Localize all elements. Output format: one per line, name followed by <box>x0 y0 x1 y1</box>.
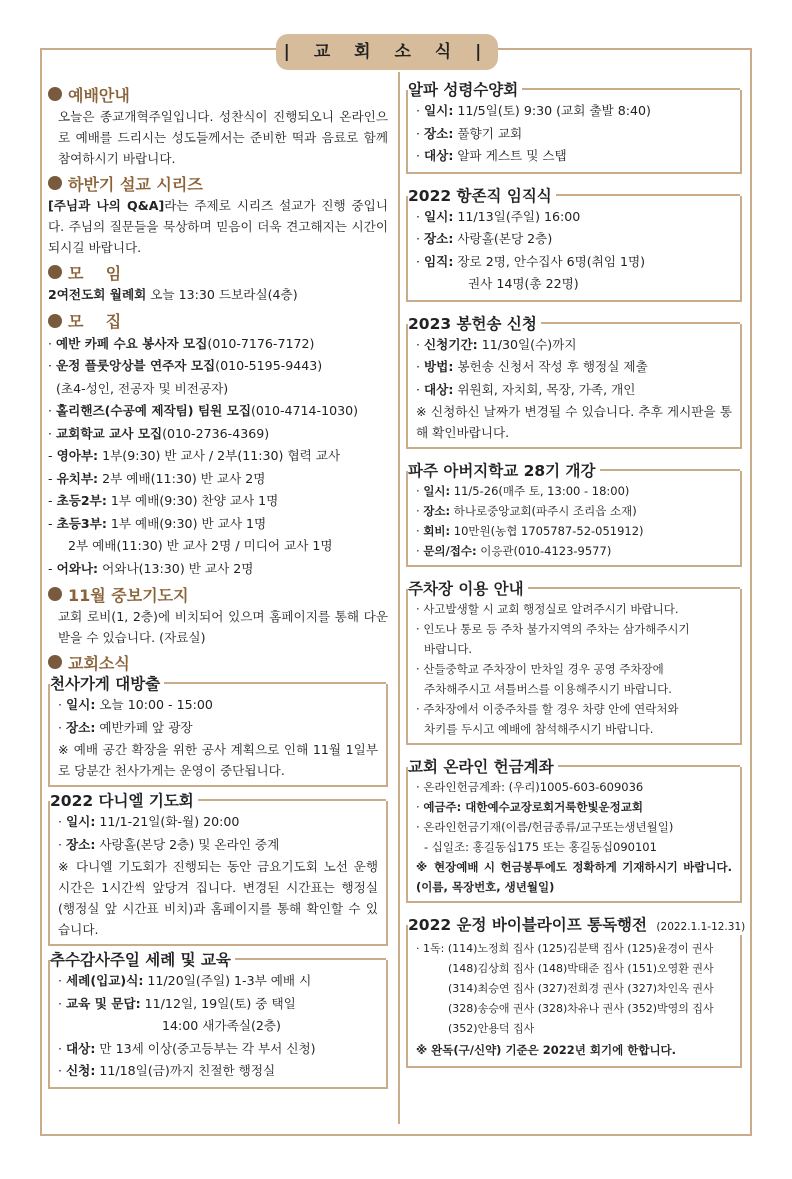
right-column <box>406 78 746 1076</box>
online-offering-title: 교회 온라인 헌금계좌 <box>408 755 558 777</box>
box-header <box>50 789 386 811</box>
list-item: · 일시: 11/5일(토) 9:30 (교회 출발 8:40) <box>416 103 651 118</box>
row-value: 하나로중앙교회(파주시 조리읍 소재) <box>450 504 637 518</box>
list-item <box>416 639 732 659</box>
list-item: · 1독: (114)노정희 집사 (125)김분택 집사 (125)윤경이 권사 <box>416 942 714 955</box>
bible-line: (148)김상희 집사 (148)박태준 집사 (151)오영환 권사 <box>448 962 714 975</box>
row-value: 풀향기 교회 <box>453 125 523 141</box>
dept-name: 초등3부: <box>56 515 107 531</box>
list-item: - 초등2부: 1부 예배(9:30) 찬양 교사 1명 <box>48 493 279 508</box>
alpha-box <box>406 81 742 174</box>
recruit-item-contact: (010-7176-7172) <box>207 335 315 351</box>
meeting-name: 2여전도회 월례회 <box>48 287 147 302</box>
online-offering-box <box>406 758 742 903</box>
row-value: 예반카페 앞 광장 <box>95 719 193 735</box>
row-label: 장소: <box>66 836 96 852</box>
bullet-dot-icon <box>48 314 62 328</box>
list-item <box>416 959 732 979</box>
box-header <box>50 672 386 694</box>
list-item <box>58 1015 378 1038</box>
daniel-prayer-note: ※ 다니엘 기도회가 진행되는 동안 금요기도회 노선 운행 시간은 1시간씩 앞당겨 집니다. 변경된 시간표는 행정실(행정실 앞 시간표 비치)과 홈페이지를 통해 확인할 수 있습니다. <box>58 859 378 937</box>
parking-title: 주차장 이용 안내 <box>408 577 528 599</box>
worship-heading <box>48 82 388 106</box>
row-label: 예금주: 대한예수교장로회거룩한빛운정교회 <box>423 800 643 814</box>
list-item: · 세례(입교)식: 11/20일(주일) 1-3부 예배 시 <box>58 973 312 988</box>
row-value: 11/30일(수)까지 <box>477 336 577 352</box>
list-item <box>48 378 388 401</box>
bullet-dot-icon <box>48 265 62 279</box>
box-header <box>408 184 740 206</box>
bible-period: (2022.1.1-12.31) <box>656 921 746 933</box>
meeting-heading <box>48 260 388 284</box>
row-value: 11/5일(토) 9:30 (교회 출발 8:40) <box>453 103 651 118</box>
list-item: · 회비: 10만원(농협 1705787-52-051912) <box>416 524 644 538</box>
list-item: · 교회학교 교사 모집(010-2736-4369) <box>48 425 270 441</box>
meeting-text <box>48 284 388 307</box>
parking-line: 산들중학교 주차장이 만차일 경우 공영 주차장에 <box>423 662 664 676</box>
bible-line: 1독: (114)노정희 집사 (125)김분택 집사 (125)윤경이 권사 <box>423 942 714 955</box>
bullet-dot-icon <box>48 655 62 669</box>
dept-detail: 1부(9:30) 반 교사 / 2부(11:30) 협력 교사 <box>98 448 341 463</box>
row-value: 위원회, 자치회, 목장, 가족, 개인 <box>453 381 636 397</box>
meeting-detail: 오늘 13:30 드보라실(4층) <box>146 287 298 302</box>
list-item: · 대상: 위원회, 자치회, 목장, 가족, 개인 <box>416 381 636 397</box>
list-item <box>416 999 732 1019</box>
row-value: 11/18일(금)까지 친절한 행정실 <box>95 1063 276 1078</box>
recruit-item-title: 예반 카페 수요 봉사자 모집 <box>56 335 208 351</box>
row-label: 장소: <box>423 504 451 518</box>
father-school-title: 파주 아버지학교 28기 개강 <box>408 459 600 481</box>
bulletin-heading <box>48 582 388 606</box>
box-header <box>408 577 740 599</box>
angel-shop-box <box>48 675 388 787</box>
dept-detail: 어와나(13:30) 반 교사 2명 <box>98 560 254 576</box>
parking-line: 차키를 두시고 예배에 참석해주시기 바랍니다. <box>424 722 654 736</box>
parking-line: 인도나 통로 등 주차 불가지역의 주차는 삼가해주시기 <box>423 622 690 636</box>
bullet-dot-icon <box>48 587 62 601</box>
row-value: 10만원(농협 1705787-52-051912) <box>450 524 644 538</box>
bullet-dot-icon <box>48 176 62 190</box>
dept-detail: 2부 예배(11:30) 반 교사 2명 <box>98 470 266 486</box>
row-value: 온라인헌금계좌: (우리)1005-603-609036 <box>423 780 644 794</box>
row-label: 교육 및 문답: <box>66 995 141 1011</box>
sermon-heading-text: 하반기 설교 시리즈 <box>68 174 203 194</box>
worship-text: 오늘은 종교개혁주일입니다. 성찬식이 진행되오니 온라인으로 예배를 드리시는 성도들께서는 준비한 떡과 음료로 함께 참여하시기 바랍니다. <box>58 109 388 166</box>
list-item <box>416 679 732 699</box>
row-label: 대상: <box>66 1040 96 1056</box>
bulletin-text: 교회 로비(1, 2층)에 비치되어 있으며 홈페이지를 통해 다운 받을 수 있습니다. (자료실) <box>58 609 388 645</box>
list-item: · 교육 및 문답: 11/12일, 19일(토) 중 택일 <box>58 995 296 1011</box>
box-header <box>50 948 386 970</box>
row-value: 14:00 새가족실(2층) <box>162 1018 281 1033</box>
row-value: 만 13세 이상(중고등부는 각 부서 신청) <box>95 1040 316 1056</box>
row-label: 장소: <box>66 719 96 735</box>
news-heading <box>48 650 388 674</box>
list-item: · 임직: 장로 2명, 안수집사 6명(취임 1명) <box>416 253 646 269</box>
daniel-prayer-box <box>48 792 388 946</box>
online-offering-note <box>416 857 732 897</box>
daniel-prayer-title: 2022 다니엘 기도회 <box>50 789 198 811</box>
row-value: 11/1-21일(화-월) 20:00 <box>95 814 240 829</box>
parking-box <box>406 580 742 745</box>
list-item: · 문의/접수: 이응관(010-4123-9577) <box>416 544 612 558</box>
row-value: 온라인헌금기재(이름/헌금종류/교구또는생년월일) <box>423 820 674 834</box>
father-school-box <box>406 462 742 567</box>
list-item: · 일시: 11/5-26(매주 토, 13:00 - 18:00) <box>416 484 630 498</box>
recruit-item-contact: (010-4714-1030) <box>251 403 359 418</box>
row-value: 11/20일(주일) 1-3부 예배 시 <box>143 973 312 988</box>
row-label: 일시: <box>424 103 454 118</box>
list-item <box>416 273 732 296</box>
row-label: 임직: <box>424 253 454 269</box>
bible-line: (352)안용덕 집사 <box>448 1022 535 1035</box>
row-value: 알파 게스트 및 스탭 <box>453 148 567 163</box>
list-item <box>416 719 732 739</box>
list-item: · 장소: 풀향기 교회 <box>416 125 523 141</box>
box-header <box>408 78 740 100</box>
recruit-item-title: 교회학교 교사 모집 <box>56 425 163 441</box>
note-text: ※ 완독(구/신약) 기준은 2022년 회기에 한합니다. <box>416 1043 677 1057</box>
row-value: 11/12일, 19일(토) 중 택일 <box>140 995 296 1011</box>
news-heading-text: 교회소식 <box>68 653 130 673</box>
page-title: | 교 회 소 식 | <box>276 34 498 70</box>
list-item: · 장소: 사랑홀(본당 2층) <box>416 231 553 246</box>
dept-detail: 1부 예배(9:30) 찬양 교사 1명 <box>106 493 279 508</box>
dept-name: 어와나: <box>56 560 99 576</box>
row-label: 신청: <box>66 1063 96 1078</box>
row-value: 권사 14명(총 22명) <box>468 276 579 291</box>
list-item <box>416 1019 732 1039</box>
bullet-dot-icon <box>48 87 62 101</box>
recruit-item-contact: (010-2736-4369) <box>162 425 270 441</box>
row-value: 사랑홀(본당 2층) 및 온라인 중계 <box>95 836 280 852</box>
row-label: 대상: <box>424 381 454 397</box>
bible-note <box>416 1039 732 1062</box>
parking-line: 사고발생할 시 교회 행정실로 알려주시기 바랍니다. <box>423 602 679 616</box>
list-item: · 장소: 예반카페 앞 광장 <box>58 719 193 735</box>
offering-song-box <box>406 314 742 450</box>
parking-line: 주차해주시고 셔틀버스를 이용해주시기 바랍니다. <box>424 682 672 696</box>
row-label: 문의/접수: <box>423 544 477 558</box>
angel-shop-note: ※ 예배 공간 확장을 위한 공사 계획으로 인해 11월 1일부로 당분간 천사가게는 운영이 중단됩니다. <box>58 742 378 778</box>
row-value: 이응관(010-4123-9577) <box>476 544 612 558</box>
list-item: · 예반 카페 수요 봉사자 모집(010-7176-7172) <box>48 335 315 351</box>
row-value: 11/5-26(매주 토, 13:00 - 18:00) <box>450 484 630 498</box>
list-item: - 어와나: 어와나(13:30) 반 교사 2명 <box>48 560 254 576</box>
row-label: 신청기간: <box>424 336 478 352</box>
sermon-text <box>48 195 388 258</box>
list-item: · 온라인헌금기재(이름/헌금종류/교구또는생년월일) <box>416 820 674 834</box>
parking-line: 주차장에서 이중주차를 할 경우 차량 안에 연락처와 <box>423 702 679 716</box>
list-item: · 장소: 하나로중앙교회(파주시 조리읍 소재) <box>416 504 637 518</box>
list-item: · 신청기간: 11/30일(수)까지 <box>416 336 577 352</box>
row-value: 봉헌송 신청서 작성 후 행정실 제출 <box>453 359 648 374</box>
row-label: 일시: <box>66 814 96 829</box>
list-item: · 사고발생할 시 교회 행정실로 알려주시기 바랍니다. <box>416 602 679 616</box>
meeting-heading-text: 모 임 <box>68 263 122 283</box>
note-text: ※ 현장예배 시 헌금봉투에도 정확하게 기재하시기 바랍니다. (이름, 목장번호, 생년월일) <box>416 860 732 894</box>
offering-song-note: ※ 신청하신 날짜가 변경될 수 있습니다. 추후 게시판을 통해 확인바랍니다. <box>416 404 732 440</box>
row-label: 장소: <box>424 125 454 141</box>
bible-reading-box <box>406 916 746 1068</box>
row-label: 대상: <box>424 148 454 163</box>
row-value: 오늘 10:00 - 15:00 <box>95 697 213 712</box>
list-item: - 영아부: 1부(9:30) 반 교사 / 2부(11:30) 협력 교사 <box>48 448 341 463</box>
list-item: · 대상: 만 13세 이상(중고등부는 각 부서 신청) <box>58 1040 316 1056</box>
recruit-item-title: 운정 플룻앙상블 연주자 모집 <box>56 358 216 373</box>
dept-detail: 1부 예배(9:30) 반 교사 1명 <box>106 515 267 531</box>
recruit-item-contact: (010-5195-9443) <box>215 358 323 373</box>
elders-title: 2022 항존직 임직식 <box>408 184 556 206</box>
list-item: · 운정 플룻앙상블 연주자 모집(010-5195-9443) <box>48 358 323 373</box>
sermon-series-title: [주님과 나의 Q&A] <box>48 198 165 213</box>
list-item: · 신청: 11/18일(금)까지 친절한 행정실 <box>58 1063 276 1078</box>
parking-line: 바랍니다. <box>424 642 473 656</box>
row-value: - 십일조: 홍길동십175 또는 홍길동십090101 <box>424 840 657 854</box>
box-header <box>408 459 740 481</box>
row-value: 장로 2명, 안수집사 6명(취임 1명) <box>453 253 646 269</box>
list-item: · 일시: 11/1-21일(화-월) 20:00 <box>58 814 240 829</box>
dept-name: 영아부: <box>56 448 99 463</box>
row-label: 일시: <box>423 484 451 498</box>
recruit-heading <box>48 309 388 333</box>
dept-detail: 2부 예배(11:30) 반 교사 2명 / 미디어 교사 1명 <box>68 538 333 553</box>
row-label: 일시: <box>66 697 96 712</box>
alpha-title: 알파 성령수양회 <box>408 78 522 100</box>
list-item: · 장소: 사랑홀(본당 2층) 및 온라인 중계 <box>58 836 280 852</box>
elders-box <box>406 186 742 302</box>
dept-name: 유치부: <box>56 470 99 486</box>
list-item <box>416 979 732 999</box>
list-item: · 주차장에서 이중주차를 할 경우 차량 안에 연락처와 <box>416 702 679 716</box>
row-label: 일시: <box>424 208 454 224</box>
list-item: - 유치부: 2부 예배(11:30) 반 교사 2명 <box>48 470 266 486</box>
row-label: 회비: <box>423 524 451 538</box>
bible-reading-title <box>408 913 749 935</box>
list-item: · 인도나 통로 등 주차 불가지역의 주차는 삼가해주시기 <box>416 622 690 636</box>
bible-line: (314)최승연 집사 (327)전희경 권사 (327)차인옥 권사 <box>448 982 714 995</box>
row-value: 사랑홀(본당 2층) <box>453 231 553 246</box>
recruit-heading-text: 모 집 <box>68 312 122 331</box>
list-item: · 산들중학교 주차장이 만차일 경우 공영 주차장에 <box>416 662 664 676</box>
list-item: · 홀리핸즈(수공예 제작팀) 팀원 모집(010-4714-1030) <box>48 403 359 418</box>
recruit-item-note: (초4-성인, 전공자 및 비전공자) <box>56 380 229 396</box>
list-item <box>48 535 388 558</box>
box-header <box>408 913 746 935</box>
bulletin-heading-text: 11월 중보기도지 <box>68 585 189 605</box>
row-label: 방법: <box>424 359 454 374</box>
offering-song-title: 2023 봉헌송 신청 <box>408 312 541 334</box>
row-value: 11/13일(주일) 16:00 <box>453 208 581 224</box>
list-item: · 방법: 봉헌송 신청서 작성 후 행정실 제출 <box>416 359 648 374</box>
baptism-title: 추수감사주일 세례 및 교육 <box>50 948 235 970</box>
bible-line: (328)송승애 권사 (328)차유나 권사 (352)박영의 집사 <box>448 1002 714 1015</box>
angel-shop-title: 천사가게 대방출 <box>50 672 164 694</box>
list-item: · 온라인헌금계좌: (우리)1005-603-609036 <box>416 780 644 794</box>
list-item: · 예금주: 대한예수교장로회거룩한빛운정교회 <box>416 800 643 814</box>
list-item <box>416 837 732 857</box>
recruit-item-title: 홀리핸즈(수공예 제작팀) 팀원 모집 <box>56 403 251 418</box>
baptism-box <box>48 951 388 1089</box>
sermon-desc: 라는 주제로 시리즈 설교가 진행 중입니다. 주님의 질문들을 묵상하며 믿음이 더욱 견고해지는 시간이 되시길 바랍니다. <box>48 198 388 255</box>
list-item: · 일시: 오늘 10:00 - 15:00 <box>58 697 213 712</box>
row-label: 세례(입교)식: <box>66 973 144 988</box>
dept-name: 초등2부: <box>56 493 107 508</box>
bible-title-text: 2022 운정 바이블라이프 통독행전 <box>408 916 651 934</box>
column-divider <box>398 72 400 1124</box>
box-header <box>408 755 740 777</box>
sermon-heading <box>48 171 388 195</box>
worship-heading-text: 예배안내 <box>68 85 130 105</box>
left-column <box>48 80 388 1097</box>
list-item: - 초등3부: 1부 예배(9:30) 반 교사 1명 <box>48 515 267 531</box>
row-label: 장소: <box>424 231 454 246</box>
box-header <box>408 312 740 334</box>
list-item: · 대상: 알파 게스트 및 스탭 <box>416 148 567 163</box>
list-item: · 일시: 11/13일(주일) 16:00 <box>416 208 581 224</box>
